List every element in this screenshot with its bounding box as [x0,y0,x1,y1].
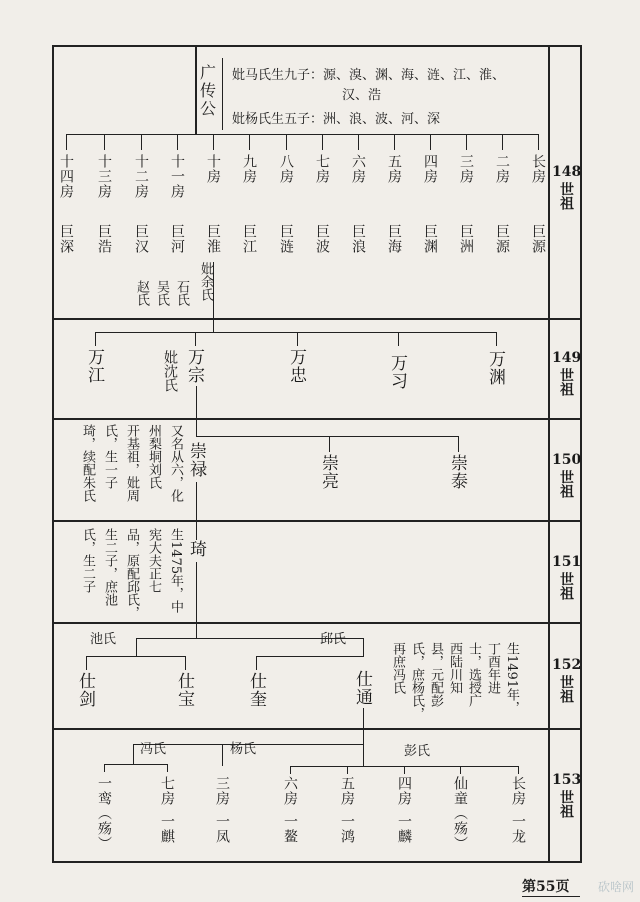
g152-drop-3 [256,656,257,670]
son-name: 巨江 [241,224,257,254]
intro-line-2: 汉、浩 [342,88,382,103]
son-rank: 长房 [530,154,546,184]
g153-drop-feng-1 [104,764,105,772]
generation-149: 149 世祖 [552,350,582,396]
son-rank: 二房 [494,154,510,184]
g148-drop [322,134,323,150]
son-wanzhong: 万忠 [286,348,306,384]
gen-label: 世祖 [558,790,574,818]
g152-drop-1 [86,656,87,670]
son-rank: 七房 [314,154,330,184]
note-column: 琦，续配朱氏 [80,424,95,502]
son-qi: 琦 [186,540,206,558]
gen-label: 世祖 [558,470,574,498]
g153-drop [404,766,405,774]
wife-shen: 妣沈氏 [162,350,178,392]
note-column: 开基祖，妣周 [124,424,139,502]
gen-label: 世祖 [558,572,574,600]
son-chonglu: 崇禄 [186,442,206,478]
row-divider-150 [52,520,582,522]
son-rank: 四房 [422,154,438,184]
son-153 [96,776,112,851]
g152-to-153-line [363,708,364,744]
son-153 [339,776,355,844]
note-column: 氏，生二子 [80,528,95,593]
son-name: 一麒 [159,814,175,844]
g150-drop-2 [329,436,330,452]
mother-qiu: 邱氏 [320,632,347,647]
g153-drop [347,766,348,774]
note-column: 生1491年， [504,642,519,715]
wife-yu: 妣余氏 [198,262,213,301]
row-divider-151 [52,622,582,624]
son-153 [510,776,526,844]
mother-feng: 冯氏 [140,742,167,757]
son-name: 巨海 [386,224,402,254]
g149-drop-5 [496,332,497,346]
g153-drop-feng-2 [167,764,168,772]
note-column: 生二子，庶池 [102,528,117,606]
g148-drop [466,134,467,150]
son-shikui: 仕奎 [246,672,266,708]
son-153 [214,776,230,844]
son-name: 巨汉 [133,224,149,254]
son-rank: 六房 [282,776,298,806]
g153-feng-bar [104,764,168,765]
generation-152: 152 世祖 [552,657,582,703]
generation-150: 150 世祖 [552,452,582,498]
son-shibao: 仕宝 [174,672,194,708]
g152-link-left [136,638,137,656]
son-153 [282,776,298,844]
g153-link-yang [222,744,223,766]
g148-drop [286,134,287,150]
son-name: 巨波 [314,224,330,254]
son-name: 一鸿 [339,814,355,844]
son-name: 一凤 [214,814,230,844]
son-name: 巨深 [58,224,74,254]
son-name: 一鸾（殇） [96,776,112,851]
son-shitong: 仕通 [352,670,372,706]
row-divider-148 [52,318,582,320]
son-rank: 六房 [350,154,366,184]
son-153 [452,776,468,851]
g152-link-right [363,638,364,656]
son-153 [159,776,175,844]
g150-branch-bar [196,436,458,437]
son-name: 巨源 [494,224,510,254]
note-column: 丁酉年进 [485,642,500,694]
row-divider-152 [52,728,582,730]
son-wanxi: 万习 [387,354,407,390]
note-column: 州梨垌刘氏 [146,424,161,489]
son-name: 仙童（殇） [452,776,468,851]
g151-to-152-line [196,562,197,638]
g150-drop-3 [458,436,459,452]
son-rank: 八房 [278,154,294,184]
g148-drop [177,134,178,150]
g148-drop [141,134,142,150]
row-divider-149 [52,418,582,420]
g148-drop [430,134,431,150]
son-rank: 三房 [458,154,474,184]
note-column: 宪大夫正七 [146,528,161,593]
g153-drop [518,766,519,774]
g148-drop [104,134,105,150]
son-rank: 十四房 [58,154,74,199]
g152-left-bar [86,656,186,657]
son-name: 一鳌 [282,814,298,844]
son-wanzong: 万宗 [184,348,204,384]
page-number-underline [522,896,580,897]
son-name: 巨源 [530,224,546,254]
son-wanjiang: 万江 [84,348,104,384]
son-name: 巨浩 [96,224,112,254]
son-chongliang: 崇亮 [318,454,338,490]
son-rank: 四房 [396,776,412,806]
g148-branch-bar [66,134,538,135]
mother-yang: 杨氏 [230,742,257,757]
son-rank: 十房 [205,154,221,184]
note-column: 再庶冯氏 [390,642,405,694]
g149-branch-bar [95,332,497,333]
g148-drop [66,134,67,150]
wife-shi: 石氏 [174,280,189,306]
note-column: 又名从六，化 [168,424,183,502]
gen-label: 世祖 [558,182,574,210]
gen-label: 世祖 [558,368,574,396]
g149-drop-4 [398,332,399,346]
g148-drop [213,134,214,150]
note-column: 生1475年，中 [168,528,183,614]
son-name: 巨淮 [205,224,221,254]
son-rank: 三房 [214,776,230,806]
son-name: 一麟 [396,814,412,844]
g153-drop [460,766,461,774]
son-rank: 五房 [386,154,402,184]
g152-right-bar [256,656,364,657]
note-column: 县，元配彭 [428,642,443,707]
gong-name: 广传公 [200,63,217,118]
son-153 [396,776,412,844]
note-column: 品，原配邱氏， [124,528,139,619]
note-column: 氏，庶杨氏， [409,642,424,720]
watermark: 砍啥网 [597,880,634,894]
mother-chi: 池氏 [90,632,117,647]
g149-drop-1 [95,332,96,346]
son-rank: 十一房 [169,154,185,199]
generation-151: 151 世祖 [552,554,582,600]
g149-drop-2 [195,332,196,346]
generation-148: 148 世祖 [552,164,582,210]
g148-drop [502,134,503,150]
mother-peng: 彭氏 [404,744,431,759]
son-name: 巨涟 [278,224,294,254]
generation-column-divider [548,45,550,863]
wife-zhao: 赵氏 [134,280,149,306]
g148-to-149-line [213,262,214,332]
son-rank: 五房 [339,776,355,806]
g150-to-151-line [196,482,197,540]
son-rank: 十三房 [96,154,112,199]
g149-drop-3 [297,332,298,346]
son-chongtai: 崇泰 [447,454,467,490]
note-column: 士，选授广 [466,642,481,707]
g148-drop [538,134,539,150]
g152-drop-2 [185,656,186,670]
g153-link-feng-a [133,744,134,764]
son-name: 巨渊 [422,224,438,254]
g148-drop [249,134,250,150]
generation-153: 153 世祖 [552,772,582,818]
g153-drop [290,766,291,774]
note-column: 西陆川知 [447,642,462,694]
page-number: 第55页 [522,876,569,896]
son-rank: 十二房 [133,154,149,199]
son-shijian: 仕剑 [75,672,95,708]
g153-link-peng [363,744,364,766]
intro-line-1: 妣马氏生九子：源、溴、渊、海、涟、江、淮、 [232,68,506,83]
son-wanyuan: 万渊 [485,350,505,386]
note-column: 氏，生一子 [102,424,117,489]
son-name: 一龙 [510,814,526,844]
son-rank: 七房 [159,776,175,806]
son-name: 巨河 [169,224,185,254]
intro-line-3: 妣杨氏生五子：洲、浪、波、河、深 [232,112,441,127]
gen-label: 世祖 [558,675,574,703]
g148-drop [394,134,395,150]
gong-left-rule [195,45,197,135]
son-name: 巨洲 [458,224,474,254]
son-rank: 九房 [241,154,257,184]
son-name: 巨浪 [350,224,366,254]
son-rank: 长房 [510,776,526,806]
g149-to-150-line [196,386,197,436]
wife-wu: 吴氏 [154,280,169,306]
g148-drop [358,134,359,150]
gong-bracket [222,58,223,130]
